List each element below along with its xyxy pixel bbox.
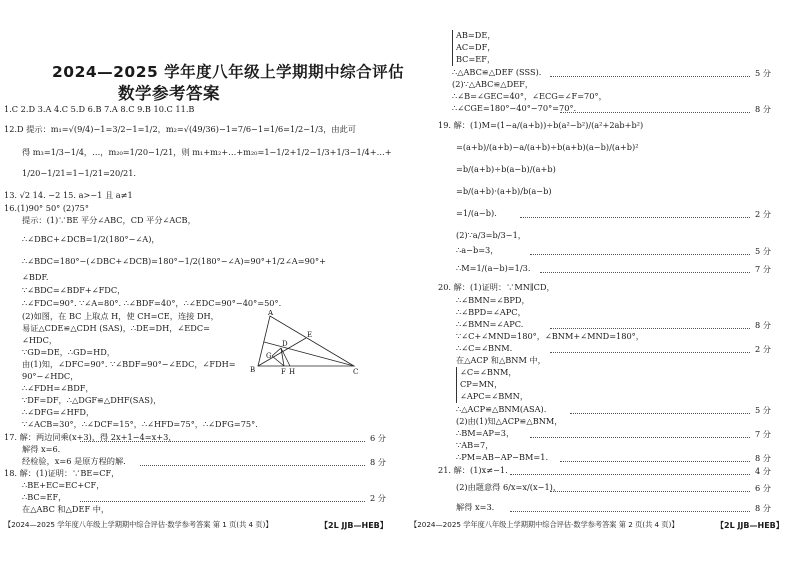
- answer-line: 19. 解：(1)M=(1−a/(a+b))÷b(a²−b²)/(a²+2ab+b²): [438, 120, 644, 130]
- answer-line: ∴∠BDC=180°−(∠DBC+∠DCB)=180°−1/2(180°−∠A)=90°+1/2∠A=90°+: [22, 256, 326, 266]
- page-footer: 【2024—2025 学年度八年级上学期期中综合评估·数学参考答案 第 2 页(共 4 页)】: [410, 520, 679, 529]
- answer-line: ∴∠BPD=∠APC，: [456, 307, 526, 317]
- answer-line: =b/(a+b)÷b(a−b)/(a+b): [456, 164, 556, 174]
- dotted-leader: [80, 501, 365, 502]
- score-label: 2 分: [755, 344, 771, 354]
- system-brace: [456, 367, 457, 403]
- answer-line: 在△ACP 和△BNM 中，: [456, 355, 546, 365]
- answer-line: ∴∠BMN=∠APC.: [456, 319, 524, 329]
- answer-line: 解得 x=3.: [456, 502, 495, 512]
- answer-line: (2)由(1)知△ACP≌△BNM，: [456, 416, 563, 426]
- answer-line: ∠C=∠BNM，: [460, 367, 517, 377]
- document-title: 2024—2025 学年度八年级上学期期中综合评估: [52, 63, 405, 81]
- dotted-leader: [530, 254, 750, 255]
- segment-cd: [264, 342, 354, 366]
- figure-label: C: [353, 368, 359, 376]
- answer-line: ∠BDF.: [22, 272, 49, 282]
- dotted-leader: [540, 272, 750, 273]
- score-label: 8 分: [370, 457, 386, 467]
- score-label: 8 分: [755, 453, 771, 463]
- answer-line: (2)∵△ABC≌△DEF，: [452, 79, 534, 89]
- answer-line: 13. √2 14. −2 15. a>−1 且 a≠1: [4, 190, 133, 200]
- answer-line: ∵∠C+∠MND=180°，∠BNM+∠MND=180°，: [456, 331, 644, 341]
- answer-line: (2)∵a/3=b/3−1，: [456, 230, 526, 240]
- score-label: 5 分: [755, 405, 771, 415]
- answer-line: ∠APC=∠BMN，: [460, 391, 529, 401]
- dotted-leader: [530, 437, 750, 438]
- answer-line: =1/(a−b).: [456, 208, 497, 218]
- answer-line: 提示：(1)∵BE 平分∠ABC，CD 平分∠ACB，: [22, 215, 196, 225]
- answer-line: 17. 解：两边同乘(x+3)，得 2x+1−4=x+3，: [4, 432, 177, 442]
- score-label: 6 分: [755, 483, 771, 493]
- dotted-leader: [560, 461, 750, 462]
- dotted-leader: [550, 328, 750, 329]
- answer-line: ∴∠BMN=∠BPD，: [456, 295, 530, 305]
- dotted-leader: [510, 474, 750, 475]
- paper-code: 【2L JJB—HEB】: [716, 521, 784, 530]
- triangle-figure: [248, 310, 360, 376]
- answer-line: CP=MN，: [460, 379, 503, 389]
- answer-line: (2)由题意得 6/x=x/(x−1)，: [456, 482, 562, 492]
- answer-line: ∵DF=DF，∴△DGF≌△DHF(SAS)，: [22, 395, 162, 405]
- answer-line: ∵∠BDC=∠BDF+∠FDC，: [22, 285, 126, 295]
- figure-label: B: [250, 366, 256, 374]
- answer-line: ∴BE+EC=EC+CF，: [22, 480, 105, 490]
- answer-line: ∴BC=EF，: [22, 492, 67, 502]
- answer-line: 16.(1)90° 50° (2)75°: [4, 203, 89, 213]
- answer-line: ∴BM=AP=3，: [456, 428, 515, 438]
- answer-line: 20. 解：(1)证明：∵MN∥CD，: [438, 282, 555, 292]
- score-label: 6 分: [370, 433, 386, 443]
- dotted-leader: [550, 352, 750, 353]
- dotted-leader: [550, 76, 750, 77]
- answer-line: 解得 x=6.: [22, 444, 61, 454]
- system-brace: [452, 30, 453, 66]
- answer-line: 经检验，x=6 是原方程的解.: [22, 456, 126, 466]
- score-label: 8 分: [755, 104, 771, 114]
- score-label: 8 分: [755, 503, 771, 513]
- score-label: 4 分: [755, 466, 771, 476]
- figure-label: D: [282, 340, 288, 348]
- answer-line: AC=DF，: [456, 42, 496, 52]
- score-label: 8 分: [755, 320, 771, 330]
- figure-label: A: [268, 310, 274, 317]
- page-footer: 【2024—2025 学年度八年级上学期期中综合评估·数学参考答案 第 1 页(共 4 页)】: [4, 520, 273, 529]
- answer-line: ∴∠FDH=∠BDF，: [22, 383, 94, 393]
- answer-line: 90°−∠HDC，: [22, 371, 79, 381]
- answer-line: =b/(a+b)·(a+b)/b(a−b): [456, 186, 552, 196]
- answer-line: ∴∠CGE=180°−40°−70°=70°.: [452, 103, 577, 113]
- answer-line: ∴△ACP≌△BNM(ASA).: [456, 404, 547, 414]
- dotted-leader: [550, 491, 750, 492]
- answer-line: ∵AB=7，: [456, 440, 494, 450]
- answer-line: ∴a−b=3，: [456, 245, 499, 255]
- answer-line: 12.D 提示：m₁=√(9/4)−1=3/2−1=1/2，m₂=√(49/36)−1=7/6−1=1/6=1/2−1/3，由此可: [4, 124, 356, 134]
- right-page: [400, 0, 794, 562]
- score-label: 7 分: [755, 429, 771, 439]
- dotted-leader: [510, 511, 750, 512]
- figure-label: F: [281, 368, 286, 376]
- dotted-leader: [80, 441, 365, 442]
- answer-line: 1.C 2.D 3.A 4.C 5.D 6.B 7.A 8.C 9.B 10.C 11.B: [4, 104, 195, 114]
- answer-line: 21. 解：(1)x≠−1.: [438, 465, 508, 475]
- answer-line: =(a+b)/(a+b)−a/(a+b)÷b(a+b)(a−b)/(a+b)²: [456, 142, 639, 152]
- score-label: 5 分: [755, 246, 771, 256]
- answer-line: ∵GD=DE，∴GD=HD，: [22, 347, 115, 357]
- figure-label: E: [307, 331, 313, 339]
- figure-label: H: [289, 368, 296, 376]
- answer-line: 18. 解：(1)证明：∵BE=CF，: [4, 468, 120, 478]
- answer-line: ∴∠B=∠GEC=40°，∠ECG=∠F=70°，: [452, 91, 607, 101]
- dotted-leader: [520, 217, 750, 218]
- answer-line: ∴M=1/(a−b)=1/3.: [456, 263, 531, 273]
- answer-line: ∴∠C=∠BNM.: [456, 343, 513, 353]
- dotted-leader: [140, 465, 365, 466]
- score-label: 5 分: [755, 68, 771, 78]
- answer-line: ∴∠DFG=∠HFD，: [22, 407, 95, 417]
- document-subtitle: 数学参考答案: [118, 84, 220, 103]
- answer-line: 1/20−1/21=1−1/21=20/21.: [22, 168, 137, 178]
- triangle-abc: [258, 316, 354, 366]
- answer-line: 易证△CDE≌△CDH (SAS)，∴DE=DH，∠EDC=: [22, 323, 210, 333]
- answer-line: BC=EF，: [456, 54, 496, 64]
- answer-line: ∵∠ACB=30°，∴∠DCF=15°，∴∠HFD=75°，∴∠DFG=75°.: [22, 419, 258, 429]
- answer-line: ∴PM=AB−AP−BM=1.: [456, 452, 549, 462]
- answer-line: 得 m₃=1/3−1/4，…，m₂₀=1/20−1/21，则 m₁+m₂+…+m₂₀=1−1/2+1/2−1/3+1/3−1/4+…+: [22, 147, 392, 157]
- score-label: 7 分: [755, 264, 771, 274]
- figure-label: G: [266, 352, 272, 360]
- score-label: 2 分: [755, 209, 771, 219]
- answer-line: ∠HDC，: [22, 335, 58, 345]
- score-label: 2 分: [370, 493, 386, 503]
- paper-code: 【2L JJB—HEB】: [320, 521, 388, 530]
- answer-line: ∴△ABC≌△DEF (SSS).: [452, 67, 542, 77]
- answer-line: AB=DE，: [456, 30, 496, 40]
- answer-line: ∴∠FDC=90°. ∵∠A=80°. ∴∠BDF=40°，∴∠EDC=90°−40°=50°.: [22, 298, 282, 308]
- dotted-leader: [560, 112, 750, 113]
- answer-line: (2)如图，在 BC 上取点 H，使 CH=CE，连接 DH，: [22, 311, 219, 321]
- answer-line: 在△ABC 和△DEF 中，: [22, 504, 110, 514]
- answer-line: ∴∠DBC+∠DCB=1/2(180°−∠A)，: [22, 234, 160, 244]
- dotted-leader: [570, 413, 750, 414]
- answer-line: 由(1)知，∠DFC=90°. ∵∠BDF=90°−∠EDC，∠FDH=: [22, 359, 236, 369]
